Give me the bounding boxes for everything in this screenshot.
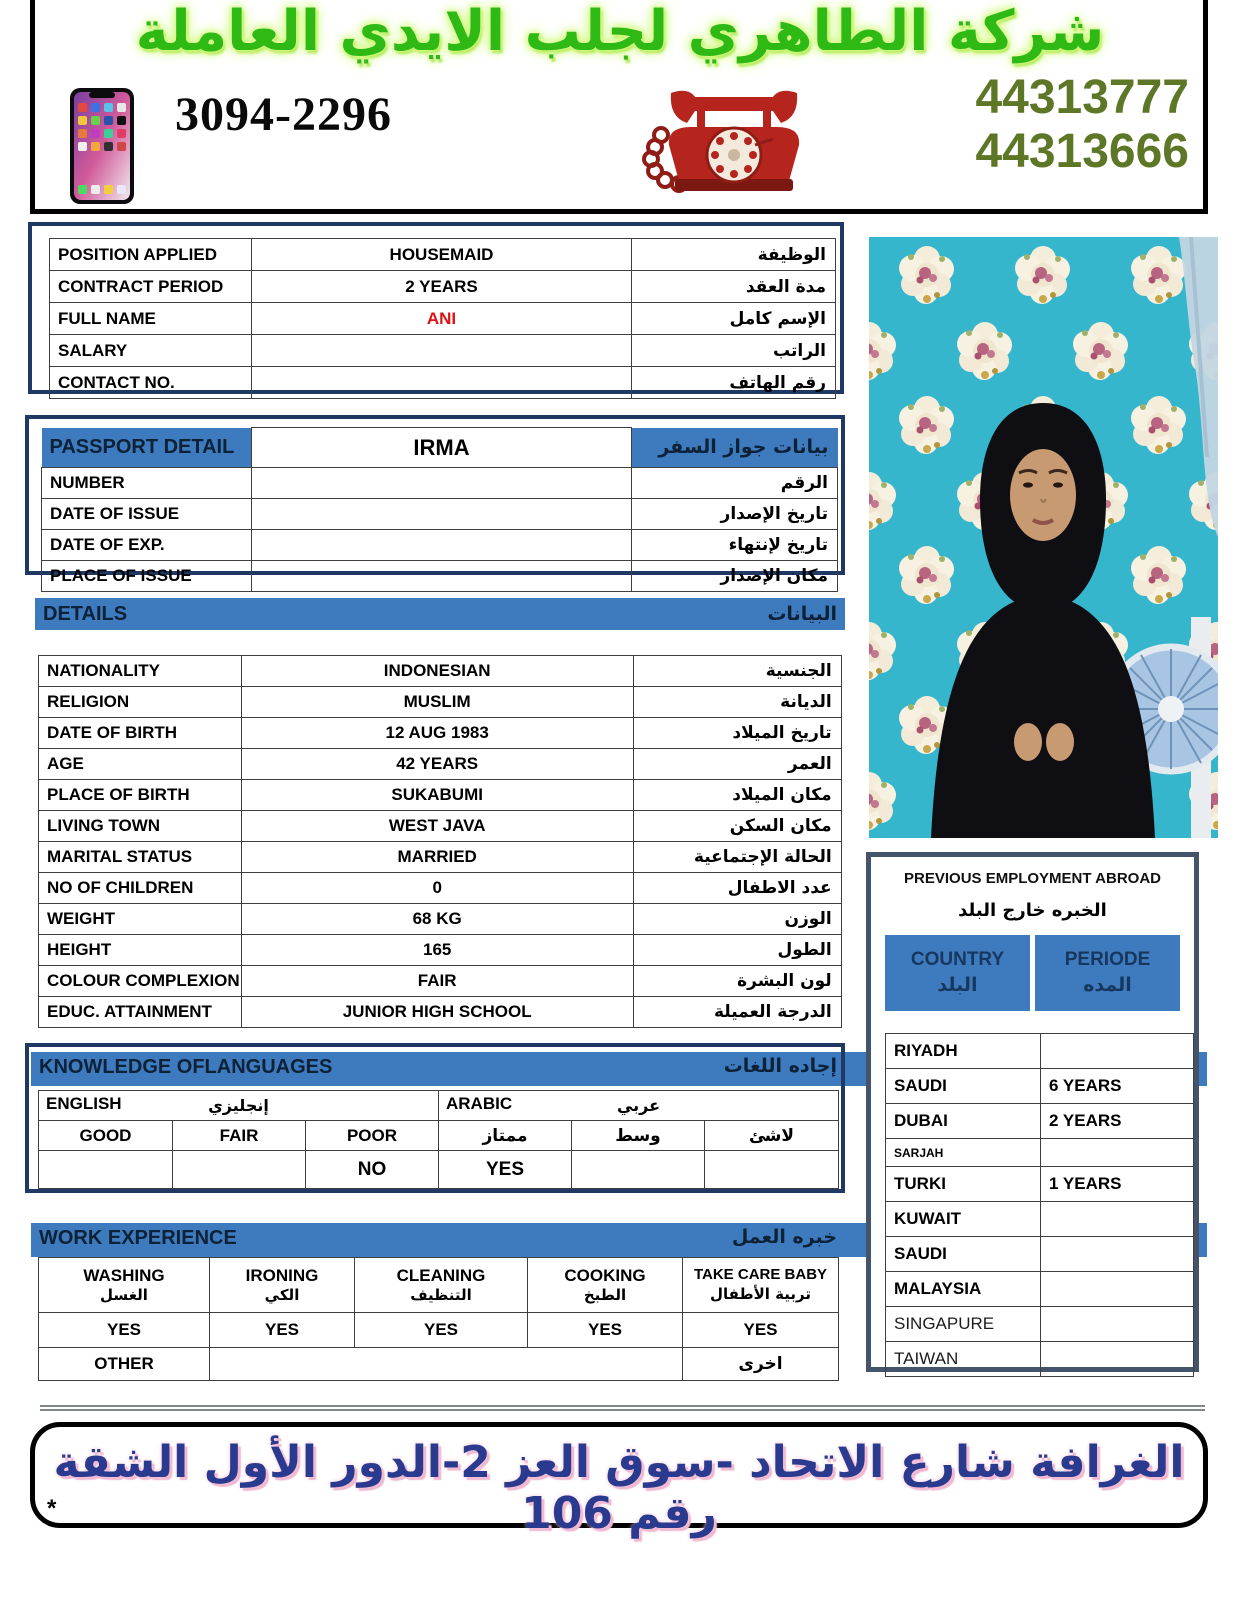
arabic-label-ar: عربي <box>616 1096 661 1115</box>
period-cell <box>1041 1307 1194 1342</box>
field-label-ar: الوزن <box>633 904 841 935</box>
field-label: AGE <box>39 749 242 780</box>
skill-header <box>683 1258 839 1313</box>
field-label: NATIONALITY <box>39 656 242 687</box>
field-value <box>252 335 632 367</box>
passport-title: PASSPORT DETAIL <box>42 428 252 468</box>
table-row <box>39 873 842 904</box>
field-value: 42 YEARS <box>241 749 633 780</box>
table-row <box>42 468 838 499</box>
table-row <box>50 303 836 335</box>
passport-table <box>41 427 838 592</box>
header <box>30 0 1208 214</box>
field-label-ar: الراتب <box>632 335 836 367</box>
table-row <box>39 718 842 749</box>
table-row <box>886 1272 1194 1307</box>
work-experience-title-ar: خبره العمل <box>731 1226 837 1248</box>
company-name: شركة الطاهري لجلب الايدي العاملة <box>135 0 1105 64</box>
country-cell: SINGAPURE <box>886 1307 1041 1342</box>
skill-value: YES <box>528 1313 683 1348</box>
level-none-ar: لاشئ <box>705 1121 839 1151</box>
field-label: MARITAL STATUS <box>39 842 242 873</box>
application-table <box>49 238 836 399</box>
level-good: GOOD <box>39 1121 173 1151</box>
empty-cell <box>39 1151 173 1189</box>
period-cell <box>1041 1202 1194 1237</box>
table-row <box>50 367 836 399</box>
table-row <box>39 749 842 780</box>
period-cell <box>1041 1272 1194 1307</box>
other-row <box>39 1348 839 1381</box>
skill-header <box>210 1258 355 1313</box>
field-label-ar: مكان الإصدار <box>632 561 838 592</box>
country-cell: RIYADH <box>886 1034 1041 1069</box>
skill-header-row <box>39 1258 839 1313</box>
field-label-ar: تاريخ لإنتهاء <box>632 530 838 561</box>
field-label: PLACE OF BIRTH <box>39 780 242 811</box>
passport-header-row <box>42 428 838 468</box>
period-cell <box>1041 1342 1194 1377</box>
field-label-ar: لون البشرة <box>633 966 841 997</box>
details-title-ar: البيانات <box>767 603 837 625</box>
phone-number-1: 44313777 <box>975 71 1189 124</box>
empty-cell <box>705 1151 839 1189</box>
level-medium-ar: وسط <box>572 1121 705 1151</box>
table-row <box>50 335 836 367</box>
empty-cell <box>173 1151 306 1189</box>
skill-header <box>355 1258 528 1313</box>
table-row <box>39 966 842 997</box>
field-label: SALARY <box>50 335 252 367</box>
field-value: INDONESIAN <box>241 656 633 687</box>
english-value: NO <box>306 1151 439 1189</box>
work-experience-title: WORK EXPERIENCE <box>39 1227 237 1249</box>
table-row <box>42 499 838 530</box>
country-cell: SARJAH <box>886 1139 1041 1167</box>
field-label: PLACE OF ISSUE <box>42 561 252 592</box>
empty-cell <box>572 1151 705 1189</box>
period-cell <box>1041 1034 1194 1069</box>
field-label-ar: مكان الميلاد <box>633 780 841 811</box>
field-label: WEIGHT <box>39 904 242 935</box>
footer-asterisk: * <box>47 1495 57 1522</box>
skill-value-row <box>39 1313 839 1348</box>
skill-value: YES <box>355 1313 528 1348</box>
other-label-ar: اخرى <box>683 1348 839 1381</box>
passport-section <box>25 415 845 586</box>
level-poor: POOR <box>306 1121 439 1151</box>
field-value <box>252 530 632 561</box>
field-label-ar: الوظيفة <box>632 239 836 271</box>
table-row <box>886 1034 1194 1069</box>
phone-numbers <box>975 71 1189 179</box>
period-cell: 2 YEARS <box>1041 1104 1194 1139</box>
skill-label-ar: التنظيف <box>410 1286 472 1305</box>
phone-number-2: 44313666 <box>975 124 1189 178</box>
skill-label-ar: الغسل <box>100 1286 148 1305</box>
skill-header <box>528 1258 683 1313</box>
field-value <box>252 367 632 399</box>
field-label: DATE OF EXP. <box>42 530 252 561</box>
table-row <box>42 561 838 592</box>
level-excellent-ar: ممتاز <box>439 1121 572 1151</box>
field-label-ar: الإسم كامل <box>632 303 836 335</box>
country-cell: SAUDI <box>886 1069 1041 1104</box>
field-label-ar: الجنسية <box>633 656 841 687</box>
field-label-ar: الدرجة العميلة <box>633 997 841 1028</box>
english-label: ENGLISH <box>46 1094 122 1113</box>
skill-label: TAKE CARE BABY <box>693 1266 828 1284</box>
details-table <box>38 655 842 1028</box>
skill-label-ar: تربية الأطفال <box>710 1285 811 1303</box>
applicant-photo <box>869 237 1218 838</box>
field-label-ar: مكان السكن <box>633 811 841 842</box>
country-header-label: COUNTRY <box>910 949 1005 971</box>
telephone-icon <box>627 83 822 195</box>
country-cell: SAUDI <box>886 1237 1041 1272</box>
skill-label: CLEANING <box>396 1266 486 1285</box>
field-value: 68 KG <box>241 904 633 935</box>
field-value: 2 YEARS <box>252 271 632 303</box>
field-value: JUNIOR HIGH SCHOOL <box>241 997 633 1028</box>
mobile-number: 3094-2296 <box>175 88 392 141</box>
language-level-row <box>39 1121 839 1151</box>
details-title: DETAILS <box>43 602 128 625</box>
period-header-label: PERIODE <box>1064 949 1151 971</box>
field-value: 165 <box>241 935 633 966</box>
address-text: الغرافة شارع الاتحاد -سوق العز 2-الدور الأول الشقة رقم 106 <box>53 1437 1185 1539</box>
table-row <box>39 811 842 842</box>
passport-title-ar: بيانات جواز السفر <box>632 428 838 468</box>
table-row <box>886 1307 1194 1342</box>
period-header-label-ar: المده <box>1083 974 1132 996</box>
full-name-value: ANI <box>252 303 632 335</box>
field-label: NUMBER <box>42 468 252 499</box>
period-cell <box>1041 1237 1194 1272</box>
skill-value: YES <box>210 1313 355 1348</box>
languages-title: KNOWLEDGE OFLANGUAGES <box>39 1056 333 1078</box>
country-cell: TURKI <box>886 1167 1041 1202</box>
field-label: LIVING TOWN <box>39 811 242 842</box>
country-cell: MALAYSIA <box>886 1272 1041 1307</box>
table-row <box>886 1139 1194 1167</box>
country-cell: KUWAIT <box>886 1202 1041 1237</box>
field-label: EDUC. ATTAINMENT <box>39 997 242 1028</box>
table-row <box>886 1069 1194 1104</box>
application-section <box>28 222 844 394</box>
field-value: MUSLIM <box>241 687 633 718</box>
field-value: SUKABUMI <box>241 780 633 811</box>
field-label-ar: العمر <box>633 749 841 780</box>
passport-holder-name: IRMA <box>252 428 632 468</box>
table-row <box>886 1104 1194 1139</box>
field-label-ar: رقم الهاتف <box>632 367 836 399</box>
field-label: POSITION APPLIED <box>50 239 252 271</box>
previous-employment-table <box>885 1033 1194 1377</box>
field-label: HEIGHT <box>39 935 242 966</box>
languages-title-ar: إجاده اللغات <box>723 1055 837 1077</box>
field-value: HOUSEMAID <box>252 239 632 271</box>
previous-employment-title: PREVIOUS EMPLOYMENT ABROAD <box>904 870 1161 887</box>
table-row <box>886 1202 1194 1237</box>
other-label: OTHER <box>39 1348 210 1381</box>
field-label: RELIGION <box>39 687 242 718</box>
table-row <box>39 997 842 1028</box>
details-header-bar <box>35 598 845 630</box>
field-label-ar: تاريخ الإصدار <box>632 499 838 530</box>
field-label: CONTRACT PERIOD <box>50 271 252 303</box>
work-experience-table <box>38 1257 839 1381</box>
country-column-header <box>885 935 1030 1011</box>
skill-label-ar: الطبخ <box>583 1286 627 1305</box>
country-header-label-ar: البلد <box>937 974 978 996</box>
english-header <box>39 1091 439 1121</box>
arabic-header <box>439 1091 839 1121</box>
field-label: FULL NAME <box>50 303 252 335</box>
field-label-ar: تاريخ الميلاد <box>633 718 841 749</box>
field-label: DATE OF BIRTH <box>39 718 242 749</box>
table-row <box>39 687 842 718</box>
country-cell: TAIWAN <box>886 1342 1041 1377</box>
other-value <box>210 1348 683 1381</box>
field-label: NO OF CHILDREN <box>39 873 242 904</box>
period-cell: 6 YEARS <box>1041 1069 1194 1104</box>
languages-table <box>38 1090 839 1189</box>
arabic-value: YES <box>439 1151 572 1189</box>
table-row <box>39 780 842 811</box>
footer-address-box <box>30 1422 1208 1539</box>
skill-label: IRONING <box>245 1266 319 1285</box>
field-label-ar: الديانة <box>633 687 841 718</box>
period-column-header <box>1035 935 1180 1011</box>
table-row <box>39 935 842 966</box>
level-fair: FAIR <box>173 1121 306 1151</box>
field-value: FAIR <box>241 966 633 997</box>
field-label-ar: مدة العقد <box>632 271 836 303</box>
arabic-label: ARABIC <box>446 1094 513 1113</box>
skill-label: COOKING <box>564 1266 646 1285</box>
table-row <box>50 271 836 303</box>
period-cell: 1 YEARS <box>1041 1167 1194 1202</box>
field-label: COLOUR COMPLEXION <box>39 966 242 997</box>
field-label: CONTACT NO. <box>50 367 252 399</box>
skill-header <box>39 1258 210 1313</box>
skill-label-ar: الكي <box>264 1286 300 1305</box>
table-row <box>39 842 842 873</box>
period-cell <box>1041 1139 1194 1167</box>
table-row <box>886 1167 1194 1202</box>
field-label: DATE OF ISSUE <box>42 499 252 530</box>
previous-employment-title-ar: الخبره خارج البلد <box>958 900 1107 921</box>
table-row <box>39 656 842 687</box>
skill-value: YES <box>683 1313 839 1348</box>
field-value <box>252 561 632 592</box>
iphone-icon <box>69 87 137 205</box>
table-row <box>886 1237 1194 1272</box>
field-value: MARRIED <box>241 842 633 873</box>
language-name-row <box>39 1091 839 1121</box>
field-value: 0 <box>241 873 633 904</box>
language-value-row <box>39 1151 839 1189</box>
previous-employment-panel <box>866 852 1199 1372</box>
field-label-ar: الرقم <box>632 468 838 499</box>
table-row <box>886 1342 1194 1377</box>
skill-label: WASHING <box>83 1266 165 1285</box>
table-row <box>42 530 838 561</box>
field-value <box>252 468 632 499</box>
english-label-ar: إنجليزي <box>208 1096 269 1115</box>
field-value: WEST JAVA <box>241 811 633 842</box>
field-label-ar: عدد الاطفال <box>633 873 841 904</box>
field-label-ar: الحالة الإجتماعية <box>633 842 841 873</box>
field-value <box>252 499 632 530</box>
table-row <box>50 239 836 271</box>
field-value: 12 AUG 1983 <box>241 718 633 749</box>
previous-employment-header <box>885 935 1194 1011</box>
table-row <box>39 904 842 935</box>
skill-value: YES <box>39 1313 210 1348</box>
footer-divider <box>40 1405 1205 1411</box>
country-cell: DUBAI <box>886 1104 1041 1139</box>
field-label-ar: الطول <box>633 935 841 966</box>
